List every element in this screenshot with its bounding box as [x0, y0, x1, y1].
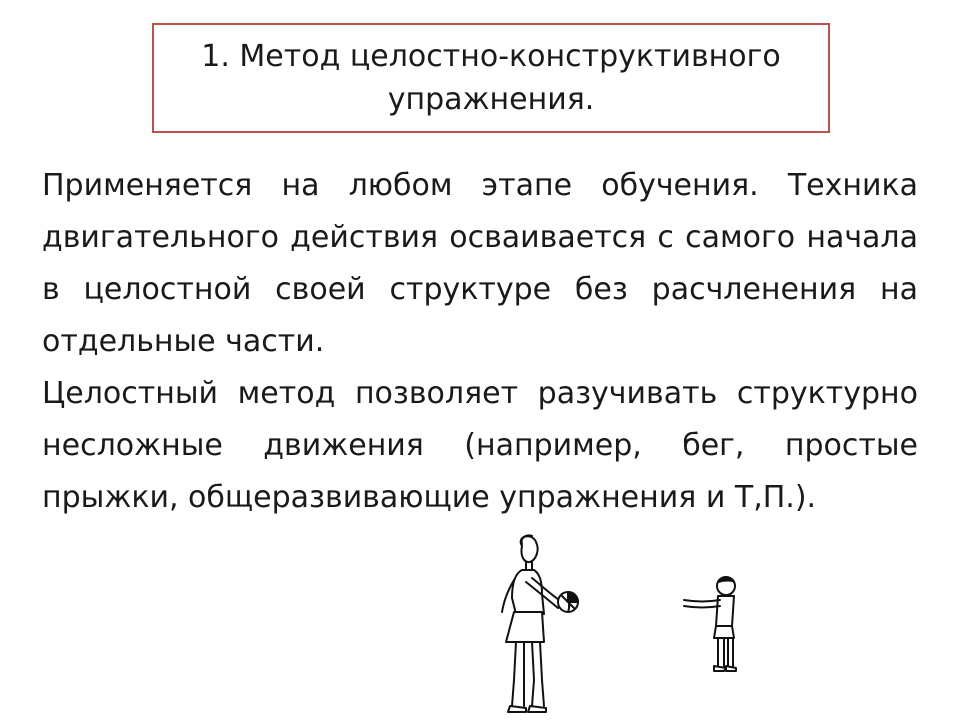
ball-passing-figures-icon	[470, 530, 770, 720]
paragraph-1: Применяется на любом этапе обучения. Техника двигательного действия осваивается с самого начала в целостной своей структуре без расчленения на отдельные части.	[42, 168, 918, 359]
woman-figure	[502, 535, 562, 712]
paragraph-2: Целостный метод позволяет разучивать структурно несложные движения (например, бег, простые прыжки, общеразвивающие упражнения и Т,П.).	[42, 376, 918, 515]
slide-title: 1. Метод целостно-конструктивного упражнения.	[201, 38, 781, 117]
child-figure	[684, 577, 736, 671]
slide-body	[42, 160, 918, 524]
ball-icon	[558, 592, 578, 612]
title-box	[152, 23, 830, 133]
